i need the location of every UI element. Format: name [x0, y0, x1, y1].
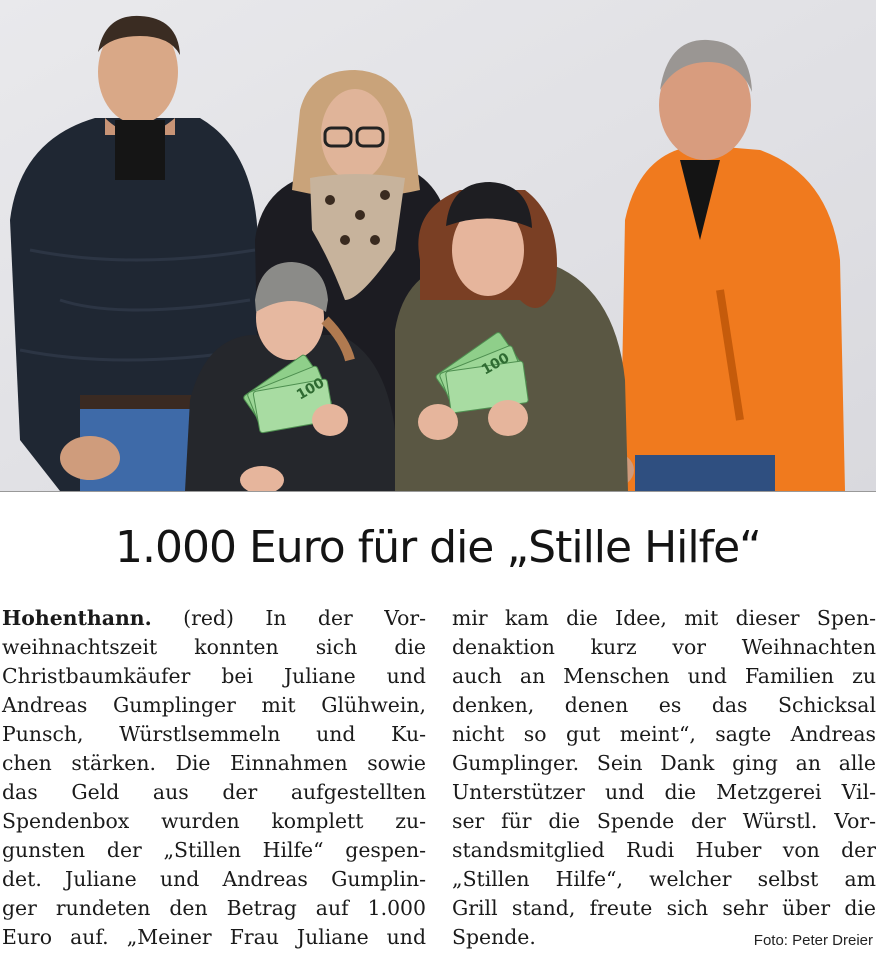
text-line: auch an Menschen und Familien zu — [452, 664, 876, 688]
text-line: ger rundeten den Betrag auf 1.000 — [2, 896, 426, 920]
text-line: Grill stand, freute sich sehr über die — [452, 896, 876, 920]
text-line: nicht so gut meint“, sagte Andreas — [452, 722, 876, 746]
article-column-right — [452, 604, 876, 952]
text-line: det. Juliane und Andreas Gumplin- — [2, 867, 426, 891]
article-column-left — [2, 604, 426, 952]
text-line: Andreas Gumplinger mit Glühwein, — [2, 693, 426, 717]
text-line: Punsch, Würstlsemmeln und Ku- — [2, 722, 426, 746]
text-line: denaktion kurz vor Weihnachten — [452, 635, 876, 659]
text-line: Euro auf. „Meiner Frau Juliane und — [2, 925, 426, 949]
text-line: ser für die Spende der Würstl. Vor- — [452, 809, 876, 833]
banknote-value-right: 100 — [479, 349, 513, 379]
text-line: standsmitglied Rudi Huber von der — [452, 838, 876, 862]
text-line — [2, 604, 426, 633]
article-dateline: Hohenthann. — [2, 606, 152, 630]
text-line: Gumplinger. Sein Dank ging an alle — [452, 751, 876, 775]
text-line-fragment: (red) In der Vor- — [151, 606, 426, 630]
photo-credit: Foto: Peter Dreier — [753, 932, 873, 949]
text-line: Spende. — [452, 925, 536, 949]
article-headline: 1.000 Euro für die „Stille Hilfe“ — [115, 522, 761, 573]
text-line: denken, denen es das Schicksal — [452, 693, 876, 717]
text-line: Unterstützer und die Metzgerei Vil- — [452, 780, 876, 804]
text-line: mir kam die Idee, mit dieser Spen- — [452, 606, 876, 630]
banknote-value-left: 100 — [294, 374, 328, 404]
text-line: „Stillen Hilfe“, welcher selbst am — [452, 867, 876, 891]
text-line: das Geld aus der aufgestellten — [2, 780, 426, 804]
text-line: Spendenbox wurden komplett zu- — [2, 809, 426, 833]
text-line: weihnachtszeit konnten sich die — [2, 635, 426, 659]
text-line: Christbaumkäufer bei Juliane und — [2, 664, 426, 688]
text-line: gunsten der „Stillen Hilfe“ gespen- — [2, 838, 426, 862]
text-line: chen stärken. Die Einnahmen sowie — [2, 751, 426, 775]
